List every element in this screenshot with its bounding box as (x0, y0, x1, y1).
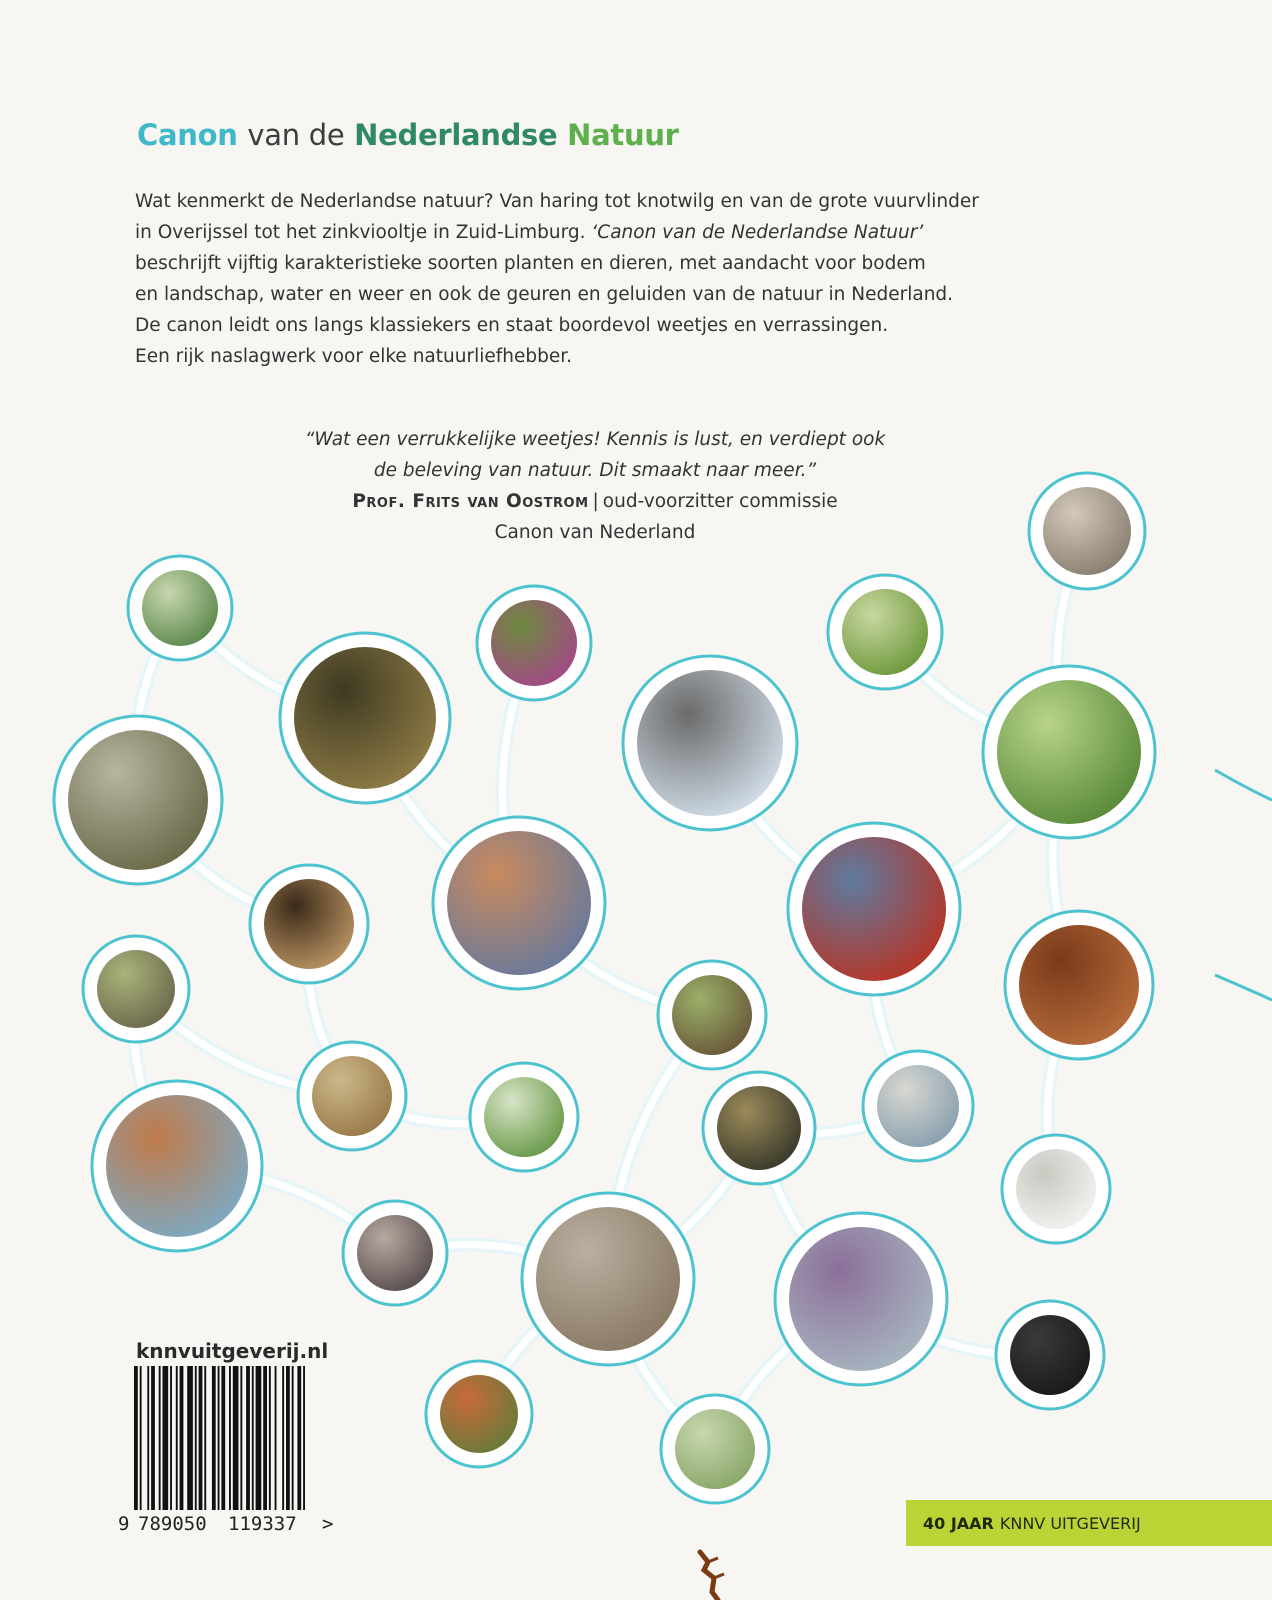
barcode-bar (140, 1366, 142, 1510)
blurb-line: Een rijk naslagwerk voor elke natuurliefhebber. (135, 346, 573, 367)
plankton-photo (92, 1081, 262, 1251)
barcode-bar (134, 1366, 138, 1510)
blurb-line: in Overijssel tot het zinkviooltje in Zuid-Limburg. ‘Canon van de Nederlandse Natuur’ (135, 222, 924, 243)
quote-author: Prof. Frits van Oostrom (352, 491, 589, 512)
otter-photo (83, 936, 189, 1042)
twig-icon (690, 1548, 736, 1600)
blurb-line: beschrijft vijftig karakteristieke soorten planten en dieren, met aandacht voor bodem (135, 253, 926, 274)
network-connector (1215, 975, 1272, 1000)
barcode-bar (292, 1366, 294, 1510)
photo-image (842, 589, 928, 675)
barcode-bar (151, 1366, 155, 1510)
snake-photo (703, 1072, 815, 1184)
vole-photo (658, 961, 766, 1069)
fossil-photo (343, 1201, 447, 1305)
photo-image (675, 1409, 755, 1489)
crayfish-photo (788, 823, 960, 995)
nettle-photo (661, 1395, 769, 1503)
title-van-de: van de (247, 118, 345, 152)
photo-image (789, 1227, 933, 1371)
barcode-bar (187, 1366, 193, 1510)
forest-path-photo (983, 666, 1155, 838)
photo-image (1016, 1149, 1096, 1229)
barcode-bar (195, 1366, 197, 1510)
barcode-bar (229, 1366, 231, 1510)
blurb-line: en landschap, water en weer en ook de geuren en geluiden van de natuur in Nederland. (135, 284, 954, 305)
photo-image (877, 1065, 959, 1147)
quote-role-line2: Canon van Nederland (494, 522, 696, 543)
geese-photo (54, 716, 222, 884)
barcode-bar (282, 1366, 284, 1510)
barcode-marker: > (322, 1513, 334, 1535)
blurb-line: De canon leidt ons langs klassiekers en staat boordevol weetjes en verrassingen. (135, 315, 889, 336)
hare-photo (298, 1042, 406, 1150)
barcode-bar (212, 1366, 216, 1510)
title-natuur: Natuur (567, 118, 679, 152)
photo-image (1010, 1315, 1090, 1395)
barcode-bar (180, 1366, 184, 1510)
barcode-bar (252, 1366, 254, 1510)
photo-image (997, 680, 1141, 824)
barcode-bar (246, 1366, 250, 1510)
photo-image (1019, 925, 1139, 1045)
barcode-bar (303, 1366, 305, 1510)
barcode-bar (286, 1366, 290, 1510)
title-nederlandse: Nederlandse (354, 118, 558, 152)
photo-image (264, 879, 354, 969)
fish-photo (280, 633, 450, 803)
photo-image (440, 1375, 518, 1453)
barcode-bar (159, 1366, 161, 1510)
photo-image (491, 600, 577, 686)
publisher-website: knnvuitgeverij.nl (136, 1339, 329, 1363)
photo-image (637, 670, 783, 816)
earthworm-photo (477, 586, 591, 700)
network-connector (1215, 770, 1272, 800)
barcode-bar (275, 1366, 277, 1510)
barcode-bar (199, 1366, 203, 1510)
photo-image (447, 831, 591, 975)
barcode-digits-right: 119337 (228, 1513, 297, 1535)
title-canon: Canon (137, 118, 238, 152)
barcode-bar (221, 1366, 225, 1510)
blurb-line: Wat kenmerkt de Nederlandse natuur? Van haring tot knotwilg en van de grote vuurvlinder (135, 191, 979, 212)
photo-image (1043, 487, 1131, 575)
barcode-digit-first: 9 (118, 1513, 130, 1535)
photo-image (97, 950, 175, 1028)
barcode-bar (263, 1366, 267, 1510)
photo-image (68, 730, 208, 870)
quote-line: “Wat een verrukkelijke weetjes! Kennis is lust, en verdiept ook (304, 429, 886, 450)
photo-image (142, 570, 218, 646)
underwater-photo (1005, 911, 1153, 1059)
photo-image (536, 1207, 680, 1351)
isbn-barcode (116, 1366, 338, 1536)
lichen-photo (1029, 473, 1145, 589)
barcode-digits-left: 789050 (138, 1513, 207, 1535)
photo-image (357, 1215, 433, 1291)
barcode-bar (233, 1366, 239, 1510)
quote-separator: | (592, 491, 599, 512)
heath-photo (775, 1213, 947, 1385)
barcode-bar (163, 1366, 169, 1510)
seals-photo (522, 1193, 694, 1365)
bat-photo (996, 1301, 1104, 1409)
gulls-photo (863, 1051, 973, 1161)
photo-image (312, 1056, 392, 1136)
quote-line: de beleving van natuur. Dit smaakt naar meer.” (373, 460, 817, 481)
barcode-bar (297, 1366, 301, 1510)
badge-text: KNNV UITGEVERIJ (999, 1513, 1141, 1533)
photo-image (672, 975, 752, 1055)
wasp-photo (1002, 1135, 1110, 1243)
anniversary-badge (906, 1500, 1272, 1546)
barcode-bar (218, 1366, 220, 1510)
blurb-book-title: ‘Canon van de Nederlandse Natuur’ (591, 222, 924, 243)
photo-image (106, 1095, 248, 1237)
barcode-bar (147, 1366, 149, 1510)
barcode-bar (240, 1366, 242, 1510)
succulent-photo (426, 1361, 532, 1467)
pollard-willows-photo (623, 656, 797, 830)
shells-photo (433, 817, 605, 989)
beetle-photo (250, 865, 368, 983)
barcode-bar (176, 1366, 178, 1510)
barcode-bar (204, 1366, 206, 1510)
quote-role: oud-voorzitter commissie (602, 491, 838, 512)
barcode-bar (256, 1366, 262, 1510)
lizard-photo (128, 556, 232, 660)
badge-bold: 40 JAAR (923, 1513, 994, 1533)
photo-image (294, 647, 436, 789)
photo-image (802, 837, 946, 981)
barcode-bar (269, 1366, 271, 1510)
photo-image (717, 1086, 801, 1170)
dragonfly-photo (828, 575, 942, 689)
barcode-bar (170, 1366, 172, 1510)
tree-photo (470, 1063, 578, 1171)
photo-image (484, 1077, 564, 1157)
